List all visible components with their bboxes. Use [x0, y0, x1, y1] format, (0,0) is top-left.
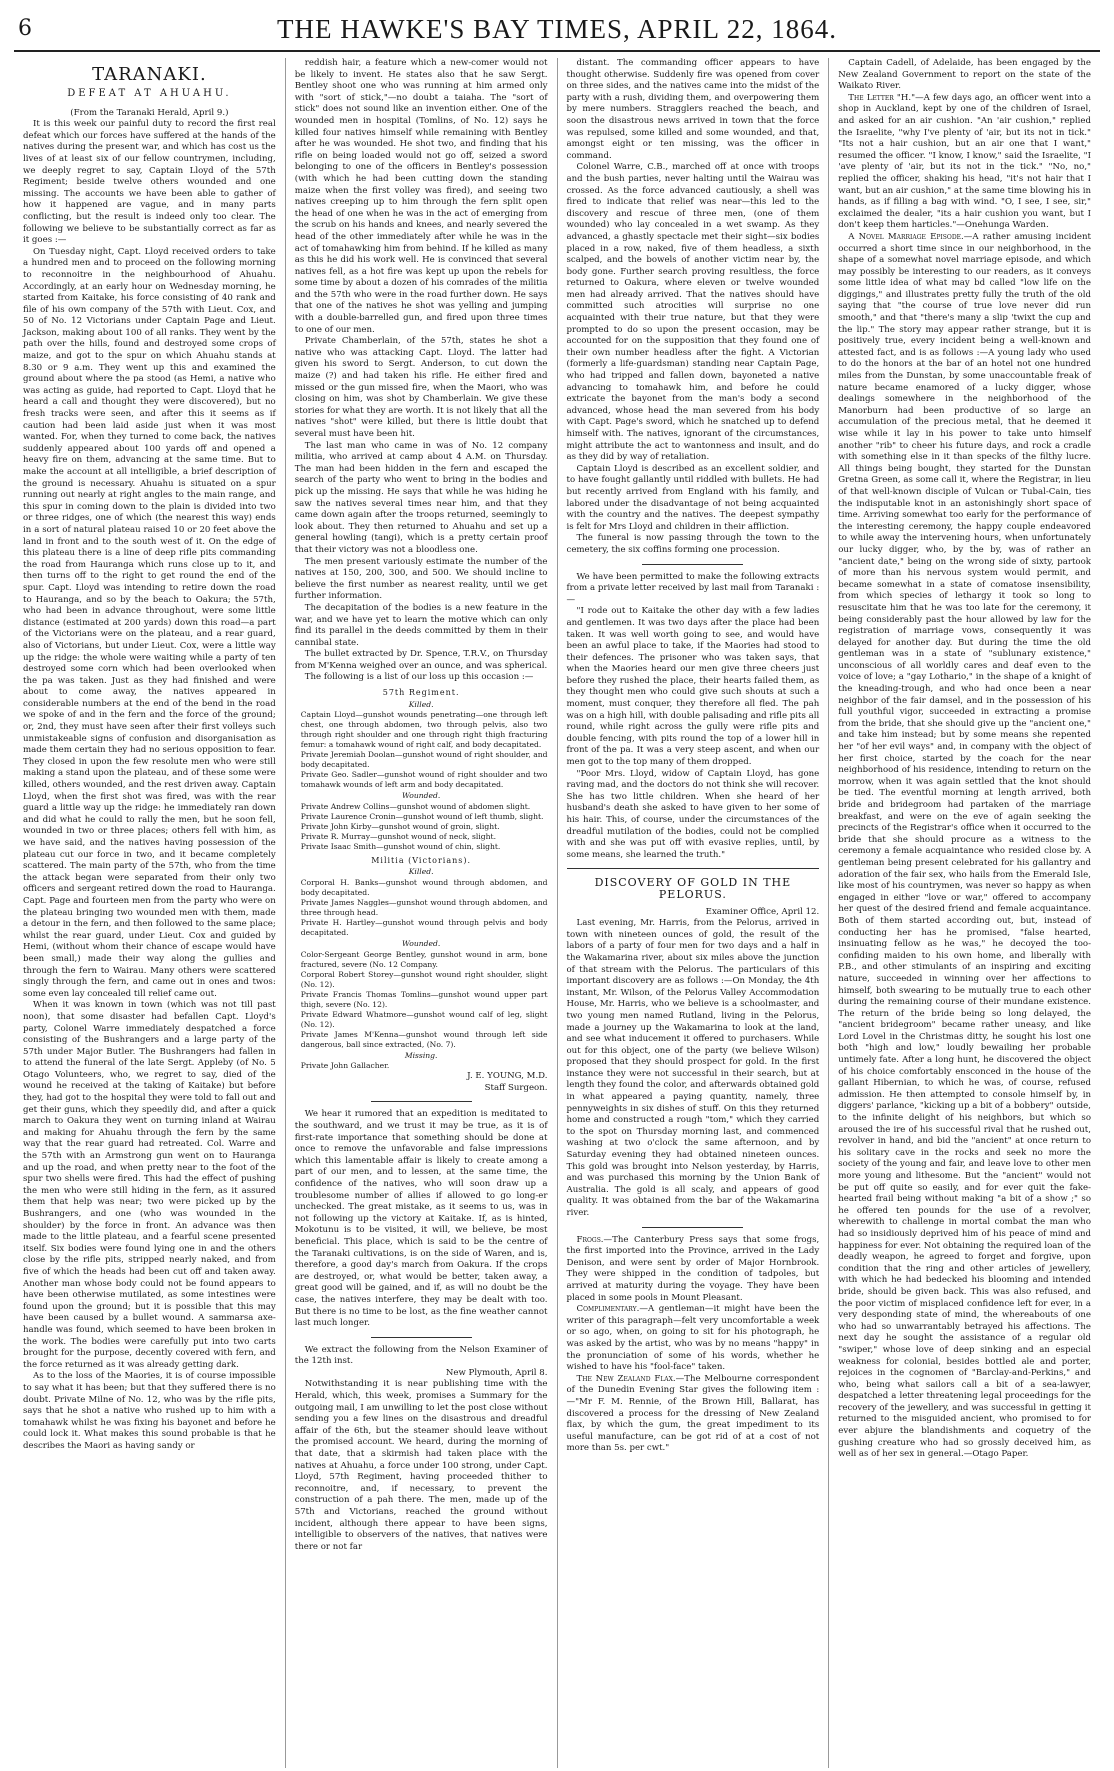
casualty-section-heading: 57th Regiment. — [382, 688, 460, 698]
item-lead: Frogs. — [576, 1234, 604, 1245]
item-text: —A few days ago, an officer went into a shop in Auckland, kept by one of the children of Israel, and asked for an air cushion. "An 'air cushion," replied the Israelite, "why I've plenty of 'air, but its not in tick." "Its not a hair cushion, but an air one that I want," resumed the officer. "I know, I know," said the Israelite, "I 'ave plenty of 'air, but its not in the tick." "No, no," replied the officer, shaking his head, "it's not hair that I want, but an air cushion," at the same time blowing his in hands, as if filling a bag with wind. "O, I see, I see, sir," exclaimed the dealer, "its a hair cushion you want, but I don't keep them harticles."—Onehunga Warden. — [838, 92, 1091, 231]
casualty-item: Color-Sergeant George Bentley, gunshot wound in arm, bone fractured, severe (No. 12 Company. — [300, 949, 548, 969]
divider — [567, 868, 820, 869]
paragraph: Notwithstanding it is near publishing time with the Herald, which, this week, promises a Summary for the outgoing mail, I am unwilling to let the post close without sending you a few lines on the disastrous and dreadful affair of the 6th, but the steamer should leave without the promised account. We heard, during the morning of that date, that a skirmish had taken place with the natives at Ahuahu, a force under 100 strong, under Capt. Lloyd, 57th Regiment, having proceeded thither to reconnoitre, and, if necessary, to prevent the construction of a pah there. The men, made up of the 57th and Victorians, reached the ground without incident, although there appear to have been signs, intelligible to observers of the natives, that natives were there or not far — [294, 1379, 548, 1552]
paragraph: As to the loss of the Maories, it is of course impossible to say what it has been; but that they suffered there is no doubt. Private Milne of No. 12, who was by the rifle pits, says that he shot a native who rushed up to him with a tomahawk whilst he was fixing his bayonet and before he could lock it. What makes this sound probable is that he describes the Maori as having sandy or — [23, 1371, 276, 1451]
news-item-frogs — [567, 1235, 820, 1305]
casualty-item: Private Edward Whatmore—gunshot wound calf of leg, slight (No. 12). — [300, 1009, 548, 1029]
divider — [642, 564, 743, 565]
casualty-list-killed — [295, 710, 548, 790]
article-heading-gold: DISCOVERY OF GOLD IN THE PELORUS. — [594, 876, 792, 901]
page-number: 6 — [18, 16, 32, 41]
item-text: —A gentleman—it might have been the writer of this paragraph—felt very uncomfortable a week or so ago, when, on going to sit for his photograph, he was asked by the artist, who was by no means "happy" in the pronunciation of some of his words, whether he wished to have his "fool-face" taken. — [566, 1304, 820, 1373]
paragraph: The bullet extracted by Dr. Spence, T.R.V., on Thursday from M'Kenna weighed over an ounce, and was spherical. — [294, 649, 548, 671]
column-2 — [286, 58, 558, 1768]
paragraph: Colonel Warre, C.B., marched off at once with troops and the bush parties, never halting until the Wairau was crossed. As the force advanced cautiously, a shell was fired to indicate that relief was near—this led to the discovery and rescue of three men, (one of them wounded) who lay concealed in a wet swamp. As they advanced, a ghastly spectacle met their sight—six bodies placed in a row, naked, five of them headless, a sixth scalped, and the bowels of another victim near by, the body gone. Further search proving resultless, the force returned to Oakura, where eleven or twelve wounded men had already arrived. That the natives should have committed such atrocities will surprise no one acquainted with their true nature, but that they were prompted to do so upon the present occasion, may be accounted for on the supposition that they found one of their own number headless after the fight. A Victorian (formerly a life-guardsman) standing near Captain Page, who had tripped and fallen down, bayoneted a native advancing to tomahawk him, and before he could extricate the bayonet from the man's body a second advanced, whose head the man severed from his body with Capt. Page's sword, which he snatched up to defend himself with. The natives, ignorant of the circumstances, might attribute the act to wantonness and insult, and do as they did by way of retaliation. — [566, 162, 820, 463]
casualty-item: Corporal H. Banks—gunshot wound through abdomen, and body decapitated. — [300, 878, 548, 898]
signature-role: Staff Surgeon. — [484, 1082, 548, 1093]
casualty-item: Private Laurence Cronin—gunshot wound of left thumb, slight. — [300, 811, 544, 821]
columns — [14, 58, 1100, 1768]
casualty-subheading: Wounded. — [401, 939, 441, 949]
casualty-subheading: Missing. — [404, 1050, 438, 1060]
divider — [371, 1337, 472, 1338]
item-text: —The Canterbury Press says that some frogs, the first imported into the Province, arrived in the Lady Denison, and were sent by order of Major Hornbrook. They were shipped in the condition of tadpoles, but arrived at maturity during the voyage. They have been placed in some pools in Mount Pleasant. — [566, 1234, 820, 1303]
item-text: —The Melbourne correspondent of the Dunedin Evening Star gives the following item :—"Mr F. M. Rennie, of the Brown Hill, Ballarat, has discovered a process for the dressing of New Zealand flax, by which the gum, the great impediment to its useful manufacture, can be got rid of at a cost of not more than 5s. per cwt." — [566, 1373, 820, 1454]
article-subheading: DEFEAT AT AHUAHU. — [67, 88, 232, 99]
news-item-letter-h — [838, 93, 1091, 232]
news-item-complimentary — [567, 1304, 820, 1374]
casualty-item: Private H. Hartley—gunshot wound through pelvis and body decapitated. — [300, 918, 548, 938]
signature: J. E. YOUNG, M.D. — [467, 1071, 548, 1082]
item-lead: The New Zealand Flax. — [576, 1373, 676, 1384]
paragraph: We have been permitted to make the following extracts from a private letter received by last mail from Taranaki :— — [566, 571, 820, 605]
casualty-item: Private John Kirby—gunshot wound of groin, slight. — [300, 821, 500, 831]
article-source: (From the Taranaki Herald, April 9.) — [70, 107, 229, 118]
paragraph: "Poor Mrs. Lloyd, widow of Captain Lloyd, has gone raving mad, and the doctors do not think she will recover. She has two little children. When she heard of her husband's death she asked to have given to her some of his hair. This, of course, under the circumstances of the dreadful mutilation of the bodies, could not be complied with and she was put off with evasive replies, until, by some means, she learned the truth." — [566, 768, 820, 860]
casualty-item: Private James M'Kenna—gunshot wound through left side dangerous, ball since extracted, (No. 7). — [300, 1029, 548, 1049]
casualty-item: Private R. Murray—gunshot wound of neck, slight. — [300, 831, 497, 841]
casualty-item: Private Andrew Collins—gunshot wound of abdomen slight. — [300, 801, 531, 811]
paragraph: We extract the following from the Nelson Examiner of the 12th inst. — [294, 1344, 548, 1367]
casualty-item: Captain Lloyd—gunshot wounds penetrating—one through left chest, one through abdomen, two through pelvis, also two through right shoulder and one through right thigh fracturing femur: a tomahawk wound of right calf, and body decapitated. — [300, 710, 548, 750]
casualty-item: Corporal Robert Storey—gunshot wound right shoulder, slight (No. 12). — [300, 969, 548, 989]
paragraph: "I rode out to Kaitake the other day with a few ladies and gentlemen. It was two days after the place had been taken. It was well worth going to see, and would have been an awful place to take, if the Maories had stood to their defences. The prisoner who was taken says, that when the Maories heard our men give three cheers just before they rushed the place, their hearts failed them, as they thought men who could give such shouts at such a moment, must conquer, they therefore all fled. The pah was on a high hill, with double palisading and rifle pits all round, while right across the gully were rifle pits and double fencing, with pits round the top of a lower hill in front of the pa. It was a very steep ascent, and when our men got to the top many of them dropped. — [566, 606, 820, 768]
article-heading-taranaki: TARANAKI. — [92, 64, 207, 85]
casualty-list-killed-militia — [295, 878, 548, 938]
paragraph: It is this week our painful duty to record the first real defeat which our forces have suffered at the hands of the natives during the present war, and which has cost us the lives of at least six of our fellow countrymen, including, we deeply regret to say, Captain Lloyd of the 57th Regiment; beside twelve others wounded and one missing. The accounts we have been able to gather of how it happened are vague, and in many parts conflicting, but the result is indeed only too clear. The following we believe to be substantially correct as far as it goes :— — [23, 119, 276, 246]
paragraph: The funeral is now passing through the town to the cemetery, the six coffins forming one procession. — [566, 533, 820, 555]
item-lead: A Novel Marriage Episode. — [848, 231, 964, 242]
casualty-subheading: Wounded. — [401, 791, 441, 801]
column-4 — [829, 58, 1100, 1768]
casualty-list-wounded-militia — [295, 950, 548, 1050]
paragraph: Captain Cadell, of Adelaide, has been engaged by the New Zealand Government to report on the state of the Waikato River. — [838, 58, 1091, 92]
casualty-item: Private Francis Thomas Tomlins—gunshot wound upper part thigh, severe (No. 12). — [300, 989, 548, 1009]
dateline: Examiner Office, April 12. — [705, 906, 820, 917]
casualty-section-heading: Militia (Victorians). — [371, 855, 472, 865]
paragraph: The following is a list of our loss up this occasion :— — [304, 672, 534, 683]
paragraph: When it was known in town (which was not till past noon), that some disaster had befallen Capt. Lloyd's party, Colonel Warre immediately despatched a force consisting of the Bushrangers and a large party of the 57th under Major Butler. The Bushrangers had fallen in to attend the funeral of the late Sergt. Appleby (of No. 5 Otago Volunteers, who, we regret to say, died of the wound he received at the taking of Kaitake) but before they, had got to the hospital they were told to fall out and get their guns, which they speedily did, and after a quick march to Oakura they went on turning inland at Wairau and making for Ahuahu through the fern by the same way that the rear guard had retreated. Col. Warre and the 57th with an Armstrong gun went on to Hauranga and up the road, and when pretty near to the foot of the spur two shells were fired. This had the effect of pushing the men who were still hiding in the fern, as it assured them that help was near; two were picked up by the Bushrangers, and one (who was wounded in the shoulder) by the force in front. An advance was then made to the little plateau, and a fearful scene presented itself. Six bodies were found lying one in and the others close by the rifle pits, stripped nearly naked, and from five of which the heads had been cut off and taken away. Another man whose body could not be found appears to have been otherwise mutilated, as some intestines were found upon the ground; but it is possible that this may have been caused by a bullet wound. A sammarsa axe-handle was found, which seemed to have been broken in the work. The bodies were carefully put into two carts brought for the purpose, decently covered with fern, and the force returned as it was already getting dark. — [23, 1000, 276, 1370]
casualty-item: Private Isaac Smith—gunshot wound of chin, slight. — [300, 841, 501, 851]
masthead — [14, 10, 1100, 52]
casualty-item: Private Jeremiah Doolan—gunshot wound of right shoulder, and body decapitated. — [300, 750, 548, 770]
paragraph: The decapitation of the bodies is a new feature in the war, and we have yet to learn the motive which can only find its parallel in the deeds committed by them in their cannibal state. — [294, 602, 548, 648]
divider — [642, 1227, 743, 1228]
paragraph: distant. The commanding officer appears to have thought otherwise. Suddenly fire was opened from cover on three sides, and the natives came into the midst of the party with a rush, dividing them, and overpowering them by mere numbers. Stragglers reached the beach, and soon the disastrous news arrived in town that the force was repulsed, some killed and some wounded, and that, amongst eight or ten missing, was the officer in command. — [566, 58, 820, 161]
item-lead: The Letter "H." — [848, 92, 916, 103]
dateline: New Plymouth, April 8. — [445, 1367, 548, 1378]
paragraph: Captain Lloyd is described as an excellent soldier, and to have fought gallantly until riddled with bullets. He had but recently arrived from England with his family, and labored under the disadvantage of not being acquainted with the country and the natives. The deepest sympathy is felt for Mrs Lloyd and children in their affliction. — [566, 463, 820, 532]
paragraph: Last evening, Mr. Harris, from the Pelorus, arrived in town with nineteen ounces of gold, the result of the labors of a party of four men for two days and a half in the Wakamarina river, about six miles above the junction of that stream with the Pelorus. The particulars of this important discovery are as follows :—On Monday, the 4th instant, Mr. Wilson, of the Pelorus Valley Accommodation House, Mr. Harris, who we believe is a schoolmaster, and two young men named Rutland, living in the Pelorus, made a journey up the Wakamarina to look at the land, and see what inducement it offered to purchasers. While out for this object, one of the party (we believe Wilson) proposed that they should prospect for gold. In the first instance they were not successful in their search, but at length they found the color, and afterwards obtained gold in what appeared a paying quantity, namely, three pennyweights in six dishes of stuff. On this they returned home and constructed a rough "tom," which they carried to the spot on Thursday morning last, and commenced washing at two o'clock the same afternoon, and by Saturday evening they had obtained nineteen ounces. This gold was brought into Nelson yesterday, by Harris, and was purchased this morning by the Union Bank of Australia. The gold is all scaly, and appears of good quality. It was obtained from the bar of the Wakamarina river. — [566, 918, 820, 1218]
item-lead: Complimentary. — [576, 1304, 640, 1315]
newspaper-title: THE HAWKE'S BAY TIMES, APRIL 22, 1864. — [277, 14, 837, 44]
paragraph: The men present variously estimate the number of the natives at 150, 200, 300, and 500. We should incline to believe the first number as nearest reality, until we get further information. — [294, 556, 548, 602]
paragraph: On Tuesday night, Capt. Lloyd received orders to take a hundred men and to proceed on the following morning to reconnoitre in the neighbourhood of Ahuahu. Accordingly, at an early hour on Wednesday morning, he started from Kaitake, his force consisting of 40 rank and file of his own company of the 57th with Lieut. Cox, and 50 of No. 12 Victorians under Captain Page and Lieut. Jackson, making about 100 of all ranks. They went by the path over the hills, found and destroyed some crops of maize, and got to the spur on which Ahuahu stands at 8.30 or 9 a.m. They went up this and examined the ground about where the pa stood (as Hemi, a native who was acting as guide, had reported to Capt. Lloyd that he heard a call and thought they were discovered), but no fresh tracks were seen, and after this it seems as if caution had been laid aside just when it was most wanted. For, when they turned to come back, the natives suddenly appeared about 100 yards off and opened a heavy fire on them, advancing at the same time. But to make the account at all intelligible, a brief description of the ground is necessary. Ahuahu is situated on a spur running out nearly at right angles to the main range, and this spur in coming down to the plain is divided into two or three ridges, one of which (the nearest this way) ends in a sort of natural plateau raised 10 or 20 feet above the land in front and to the south west of it. On the edge of this plateau there is a line of deep rifle pits commanding the road from Hauranga which runs close up to it, and then turns off to the right to get round the end of the spur. Capt. Lloyd was intending to retire down the road to Hauranga, and so by the beach to Oakura; the 57th, who had been in advance throughout, were some little distance (estimated at 200 yards) down this road—a part of the Victorians were on the plateau, and a rear guard, also of Victorians, but under Lieut. Cox, were a little way up the ridge: the whole were waiting while a party of ten destroyed some corn which had been overlooked when the pa was taken. Just as they had finished and were about to come away, the natives appeared in considerable numbers at the end of the bend in the road we spoke of and in the fern and the force of the ground; or, 2nd, they must have seen after their first volleys such unmistakeable signs of confusion and disorganisation as made them certain they had no serious opposition to fear. They closed in upon the few resolute men who were still making a stand upon the plateau, and of these some were killed, others wounded, and the rest driven away. Captain Lloyd, when the first shot was fired, was with the rear guard a little way up the ridge: he immediately ran down and did what he could to rally the men, but he soon fell, wounded in two or three places; others fell with him, as we have said, and the natives having possession of the plateau cut our force in two, and it became completely scattered. The main party of the 57th, who from the time the attack began were separated from their only two officers and sergeant retired down the road to Hauranga. Capt. Page and fourteen men from the party who were on the plateau bringing two wounded men with them, made a detour in the fern, and then followed to the same place; whilst the rear guard, under Lieut. Cox and guided by Hemi, (without whom their chance of escape would have been small,) made their way along the gullies and through the fern to Wairau. Many others were scattered singly through the fern, and came out in ones and twos: some even lay concealed till relief came out. — [23, 246, 276, 999]
casualty-list-wounded — [295, 802, 548, 852]
casualty-subheading: Killed. — [408, 699, 434, 709]
divider — [371, 1101, 472, 1102]
news-item-flax — [567, 1374, 820, 1455]
paragraph: reddish hair, a feature which a new-comer would not be likely to invent. He states also that he saw Sergt. Bentley shoot one who was running at him armed only with "sort of stick,"—no doubt a taiaha. The "sort of stick" does not sound like an invention either. One of the wounded men in hospital (Tomlins, of No. 12) says he killed four natives himself while remaining with Bentley after he was wounded. He shot two, and finding that his rifle on being loaded would not go off, seized a sword belonging to one of the officers in Bentley's possession (with which he had been cutting down the standing maize when the first volley was fired), and seeing two natives creeping up to him through the fern split open the head of one when he was in the act of emerging from the scrub on his hands and knees, and nearly severed the head of the other immediately after while he was in the act of tomahawking him from behind. If he killed as many as this he did his work well. He is convinced that several natives fell, as a hot fire was kept up upon the rebels for some time by about a dozen of his comrades of the militia and the 57th who were in the road further down. He says that one of the natives he shot was yelling and jumping with a double-barrelled gun, and fired upon three times to one of our men. — [294, 58, 548, 335]
paragraph: We hear it rumored that an expedition is meditated to the southward, and we trust it may be true, as it is of first-rate importance that something should be done at once to remove the unfavorable and false impressions which this lamentable affair is likely to create among a part of our men, and to lessen, at the same time, the confidence of the natives, who will soon draw up a troublesome number of allies if allowed to go long-er unchecked. The great mistake, as it seems to us, was in not following up the victory at Kaitake. If, as is hinted, Mokotunu is to be visited, it will, we believe, be most beneficial. This place, which is said to be the centre of the Taranaki cultivations, is on the side of Waren, and is, therefore, a good day's march from Oakura. If the crops are destroyed, or, what would be better, taken away, a great good will be gained, and if, as will no doubt be the case, the natives interfere, they may be dealt with too. But there is no time to be lost, as the fine weather cannot last much longer. — [294, 1109, 548, 1329]
paragraph: Private Chamberlain, of the 57th, states he shot a native who was attacking Capt. Lloyd. The latter had given his sword to Sergt. Anderson, to cut down the maize (?) and had taken his rifle. He either fired and missed or the gun missed fire, when the Maori, who was closing on him, was shot by Chamberlain. We give these stories for what they are worth. It is not likely that all the natives "shot" were killed, but there is little doubt that several must have been hit. — [294, 336, 548, 439]
column-3 — [558, 58, 830, 1768]
casualty-subheading: Killed. — [408, 867, 434, 877]
casualty-item: Private John Gallacher. — [300, 1061, 390, 1071]
column-1 — [14, 58, 286, 1768]
casualty-item: Private Geo. Sadler—gunshot wound of right shoulder and two tomahawk wounds of left arm and body decapitated. — [300, 770, 548, 790]
casualty-item: Private James Naggles—gunshot wound through abdomen, and three through head. — [300, 898, 548, 918]
news-item-marriage — [838, 232, 1091, 1461]
item-text: —A rather amusing incident occurred a short time since in our neighborhood, in the shape of a somewhat novel marriage episode, and which may possibly be interesting to our readers, as it conveys some little idea of what may bd called "low life on the diggings," and illustrates pretty fully the truth of the old saying that "the course of true love never did run smooth," and that "there's many a slip 'twixt the cup and the lip." The story may appear rather strange, but it is positively true, every incident being a well-known and attested fact, and is as follows :—A young lady who used to do the honors at the bar of an hotel not one hundred miles from the Dunstan, by some unaccountable freak of nature became enamored of a lucky digger, whose dealings somewhere in the neighborhood of the Manorburn had been productive of so large an accumulation of the precious metal, that he deemed it wise while it lay in his power to take unto himself another "rib" to cheer his future days, and rock a cradle with something else in it than specks of the filthy lucre. All things being bought, they started for the Dunstan Gretna Green, as some call it, where the Registrar, in lieu of that well-known disciple of Vulcan or Tubal-Cain, ties the indisputable knot in an astonishingly short space of time. Arriving somewhat too early for the performance of the interesting ceremony, the happy couple endeavored to while away the intervening hours, when unfortunately our lucky digger, who, by the by, was of rather an "ancient date," being on the wrong side of sixty, partook of more than his nervous system would permit, and became somewhat in a state of comatose insensibility, from which species of lethargy it took so long to resuscitate him that he was too late for the ceremony, it being considerably past the hour allowed by law for the registration of marriage vows, consequently it was delayed for another day. But during the time the old gentleman was in a state of "sublunary existence," unconscious of all worldly cares and deaf even to the voice of love; a "gay Lothario," in the shape of a knight of the kneading-trough, and who had once been a near neighbor of the fair damsel, and in the possession of his full youthful vigor, succeeded in extracting a promise from the bride, that she should give up the "ancient one," and take him instead; but by some means she repented her "of her evil ways" and, in company with the object of her first choice, started by the coach for the near neighborhood of his residence, intending to return on the morrow, when it was again settled that the knot should be tied. The eventful morning at length arrived, both bride and bridegroom had partaken of the marriage breakfast, and were on the eve of again seeking the precincts of the Registrar's office when it occurred to the bride that she should procure as a witness to the ceremony a female acquaintance who resided close by. A gentleman being present celebrated for his gallantry and adoration of the fair sex, who hails from the Emerald Isle, like most of his countrymen, was never so happy as when engaged in either "love or war," offered to accompany her quest of the desired friend and female acquaintance. Both of them started according out, but, instead of conducting her has he promised, "false hearted, insinuating fellow as he was," he decoyed the too-confiding maiden to his own home, and liberally with P.B., and other stimulants of an inspiring and exciting nature, succeeded in winning over her affections to himself, both swearing to be mutually true to each other during the remaining course of their mundane existence. The return of the bride being so long delayed, the "ancient bridegroom" became rather uneasy, and like Lord Lovel in the Christmas ditty, he sought his lost one both "high and low," loudly bewailing her probable untimely fate. After a long hunt, he discovered the object of his choice comfortably ensconced in the house of the gallant Hibernian, to which he was, of course, refused admission. He then attempted to console himself by, in diggers' parlance, "kicking up a bit of a bobbery" outside, to the infinite delight of his neighbors, but which so aroused the ire of his successful rival that he rushed out, revolver in hand, and bid the "ancient" at once return to his solitary cave in the rocks and seek no more the society of the young and fair, and leave love to other men more young and lithesome. But the "ancient" would not be put off quite so easily, and for ever quit the fake-hearted frail being without making "a bit of a show ;" so he offered ten pounds for the use of a revolver, wherewith to challenge in mortal combat the man who had so insidiously deprived him of his peace of mind and happiness for ever. Not obtaining the required loan of the deadly weapon, he agreed to forget and forgive, upon condition that the ring and other articles of jewellery, with which he had bedecked his blooming and intended bride, should be given back. This was also refused, and the poor victim of misplaced confidence left for ever, in a very desponding state of mind, the whereabouts of one who had so unwarrantably betrayed his affections. The next day he sought the assistance of a regular old "swiper," whose love of deep sinking and an especial weakness for colonial, besides bottled ale and porter, rejoices in the cognomen of "Barclay-and-Perkins," and who, being what sailors call a bit of a sea-lawyer, despatched a letter threatening legal proceedings for the recovery of the jewellery, and was successful in getting it returned to the misguided ancient, who promised to for ever abjure the blandishments and coquetry of the gushing creature who had so grossly deceived him, as well as of her sex in general.—Otago Paper. — [838, 231, 1091, 1460]
paragraph: The last man who came in was of No. 12 company militia, who arrived at camp about 4 A.M. on Thursday. The man had been hidden in the fern and escaped the search of the party who went to bring in the bodies and pick up the missing. He says that while he was hiding he saw the natives several times near him, and that they came down again after the troops returned, seemingly to look about. They then returned to Ahuahu and set up a general howling (tangi), which is a pretty certain proof that their victory was not a bloodless one. — [294, 440, 548, 555]
